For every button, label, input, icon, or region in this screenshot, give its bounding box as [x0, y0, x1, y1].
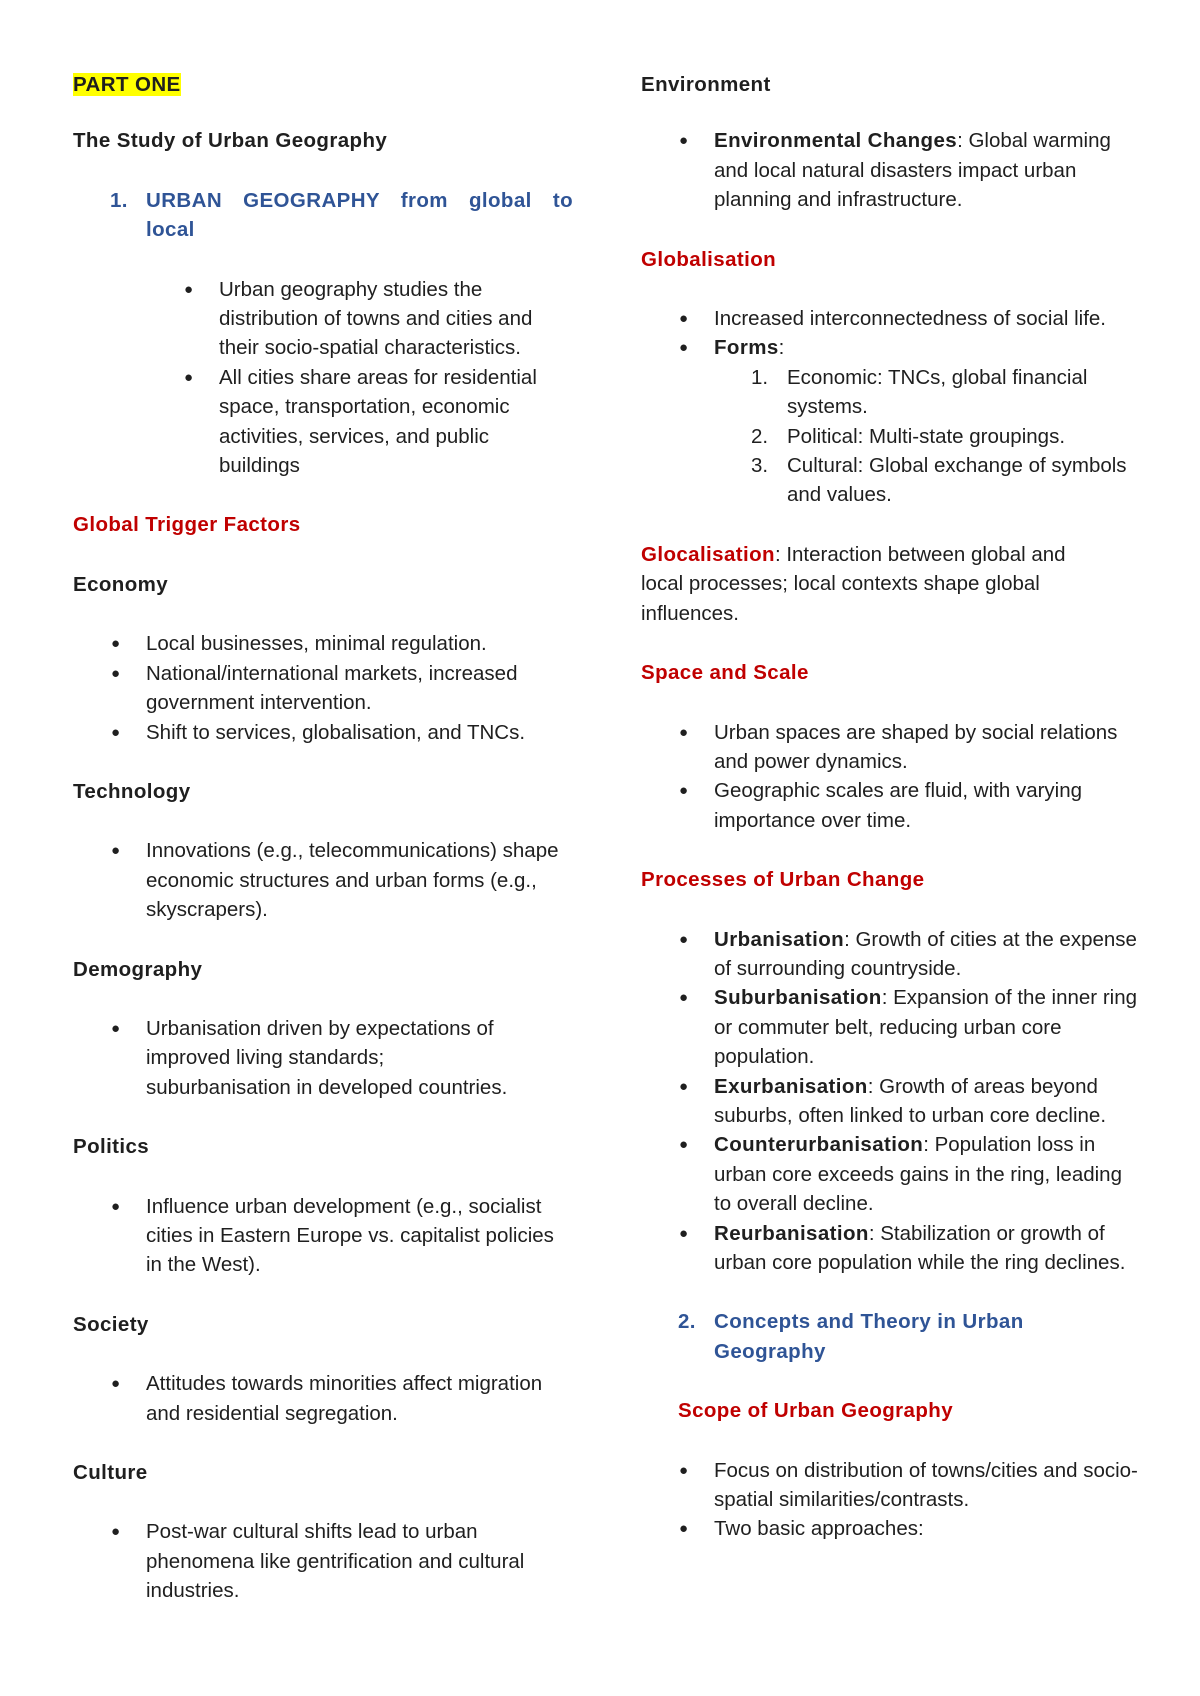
- list-item: ● Attitudes towards minorities affect migration and residential segregation.: [146, 1369, 573, 1428]
- list-item: ● Urban spaces are shaped by social relations and power dynamics.: [714, 718, 1141, 777]
- list-item: ● Forms:: [714, 333, 1141, 362]
- bullet-icon: ●: [111, 635, 121, 653]
- economy-bullets: [73, 629, 573, 747]
- bullet-icon: ●: [111, 1019, 121, 1037]
- bullet-icon: ●: [111, 1375, 121, 1393]
- culture-bullets: [73, 1517, 573, 1605]
- environment-term: Environmental Changes: [714, 129, 958, 153]
- globalisation-bullets: [641, 304, 1141, 363]
- bullet-icon: ●: [679, 339, 689, 357]
- list-item: ● Innovations (e.g., telecommunications) shape economic structures and urban forms (e.g., skyscrapers).: [146, 836, 573, 924]
- bullet-icon: ●: [111, 1197, 121, 1215]
- list-item: ● Counterurbanisation: Population loss in urban core exceeds gains in the ring, leading to overall decline.: [714, 1130, 1141, 1218]
- demography-bullets: [73, 1014, 526, 1102]
- list-item: 1. Economic: TNCs, global financial systems.: [751, 365, 1088, 419]
- list-item: ● Shift to services, globalisation, and TNCs.: [146, 718, 573, 747]
- bullet-icon: ●: [679, 1077, 689, 1095]
- right-column: [641, 70, 1141, 1544]
- list-item: ● Influence urban development (e.g., socialist cities in Eastern Europe vs. capitalist policies in the West).: [146, 1192, 573, 1280]
- bullet-icon: ●: [679, 723, 689, 741]
- list-item: 2. Political: Multi-state groupings.: [751, 424, 1066, 448]
- space-scale-heading: Space and Scale: [641, 661, 809, 685]
- list-item: ● Geographic scales are fluid, with varying importance over time.: [714, 776, 1141, 835]
- study-title: The Study of Urban Geography: [73, 129, 388, 153]
- list-item: ● Post-war cultural shifts lead to urban phenomena like gentrification and cultural industries.: [146, 1517, 573, 1605]
- space-scale-bullets: [641, 718, 1141, 836]
- list-item: ● Urbanisation: Growth of cities at the expense of surrounding countryside.: [714, 925, 1141, 984]
- bullet-icon: ●: [679, 1461, 689, 1479]
- list-item: ● Urbanisation driven by expectations of improved living standards; suburbanisation in developed countries.: [146, 1014, 526, 1102]
- bullet-icon: ●: [111, 664, 121, 682]
- environment-bullets: [641, 126, 1141, 214]
- bullet-icon: ●: [111, 842, 121, 860]
- section-1-heading: [73, 186, 573, 245]
- part-label: [73, 70, 573, 99]
- section-1-bullets: [73, 275, 573, 481]
- section-2-heading: [641, 1307, 1084, 1366]
- society-heading: Society: [73, 1312, 149, 1336]
- bullet-icon: ●: [679, 930, 689, 948]
- list-item: ● Exurbanisation: Growth of areas beyond suburbs, often linked to urban core decline.: [714, 1072, 1141, 1131]
- list-item: ● Urban geography studies the distribution of towns and cities and their socio-spatial characteristics.: [219, 275, 573, 363]
- culture-heading: Culture: [73, 1461, 148, 1484]
- list-item: ● National/international markets, increased government intervention.: [146, 659, 573, 718]
- bullet-icon: ●: [184, 280, 194, 298]
- part-label-highlight: PART ONE: [73, 73, 181, 96]
- scope-bullets: [641, 1456, 1141, 1544]
- demography-heading: Demography: [73, 957, 203, 981]
- list-item: ● Reurbanisation: Stabilization or growth of urban core population while the ring declines.: [714, 1219, 1141, 1278]
- environment-heading: Environment: [641, 73, 771, 96]
- glocalisation-paragraph: Glocalisation: Interaction between global and local processes; local contexts shape global influences.: [641, 542, 1066, 625]
- technology-heading: Technology: [73, 779, 191, 803]
- glocalisation-term: Glocalisation: [641, 542, 775, 566]
- processes-heading: Processes of Urban Change: [641, 868, 925, 892]
- economy-heading: Economy: [73, 572, 169, 596]
- technology-bullets: [73, 836, 573, 924]
- list-item: ● Suburbanisation: Expansion of the inner ring or commuter belt, reducing urban core population.: [714, 983, 1141, 1071]
- society-bullets: [73, 1369, 573, 1428]
- section-2-title: Concepts and Theory in Urban Geography: [714, 1310, 1024, 1363]
- bullet-icon: ●: [679, 1136, 689, 1154]
- bullet-icon: ●: [679, 132, 689, 150]
- section-2-number: 2.: [678, 1310, 696, 1334]
- list-item: 3. Cultural: Global exchange of symbols and values.: [751, 454, 1127, 507]
- forms-list: [641, 363, 1141, 510]
- section-1-number: 1.: [110, 188, 128, 212]
- politics-bullets: [73, 1192, 573, 1280]
- bullet-icon: ●: [679, 310, 689, 328]
- bullet-icon: ●: [679, 1520, 689, 1538]
- list-item: ● Two basic approaches:: [714, 1514, 1141, 1543]
- list-item: ● Local businesses, minimal regulation.: [146, 629, 573, 658]
- list-item: ● Environmental Changes: Global warming and local natural disasters impact urban planning and infrastructure.: [714, 126, 1141, 214]
- trigger-heading: Global Trigger Factors: [73, 513, 301, 537]
- left-column: [73, 70, 573, 1606]
- politics-heading: Politics: [73, 1135, 150, 1159]
- bullet-icon: ●: [184, 368, 194, 386]
- section-1-title: URBAN GEOGRAPHY from global to local: [146, 188, 573, 242]
- processes-bullets: [641, 925, 1141, 1278]
- scope-heading: Scope of Urban Geography: [678, 1399, 953, 1423]
- bullet-icon: ●: [111, 723, 121, 741]
- list-item: ● All cities share areas for residential space, transportation, economic activities, services, and public buildings: [219, 363, 573, 481]
- globalisation-heading: Globalisation: [641, 247, 777, 271]
- list-item: ● Focus on distribution of towns/cities and socio-spatial similarities/contrasts.: [714, 1456, 1141, 1515]
- list-item: ● Increased interconnectedness of social life.: [714, 304, 1141, 333]
- bullet-icon: ●: [679, 989, 689, 1007]
- forms-term: Forms: [714, 336, 779, 360]
- bullet-icon: ●: [679, 782, 689, 800]
- bullet-icon: ●: [679, 1224, 689, 1242]
- bullet-icon: ●: [111, 1523, 121, 1541]
